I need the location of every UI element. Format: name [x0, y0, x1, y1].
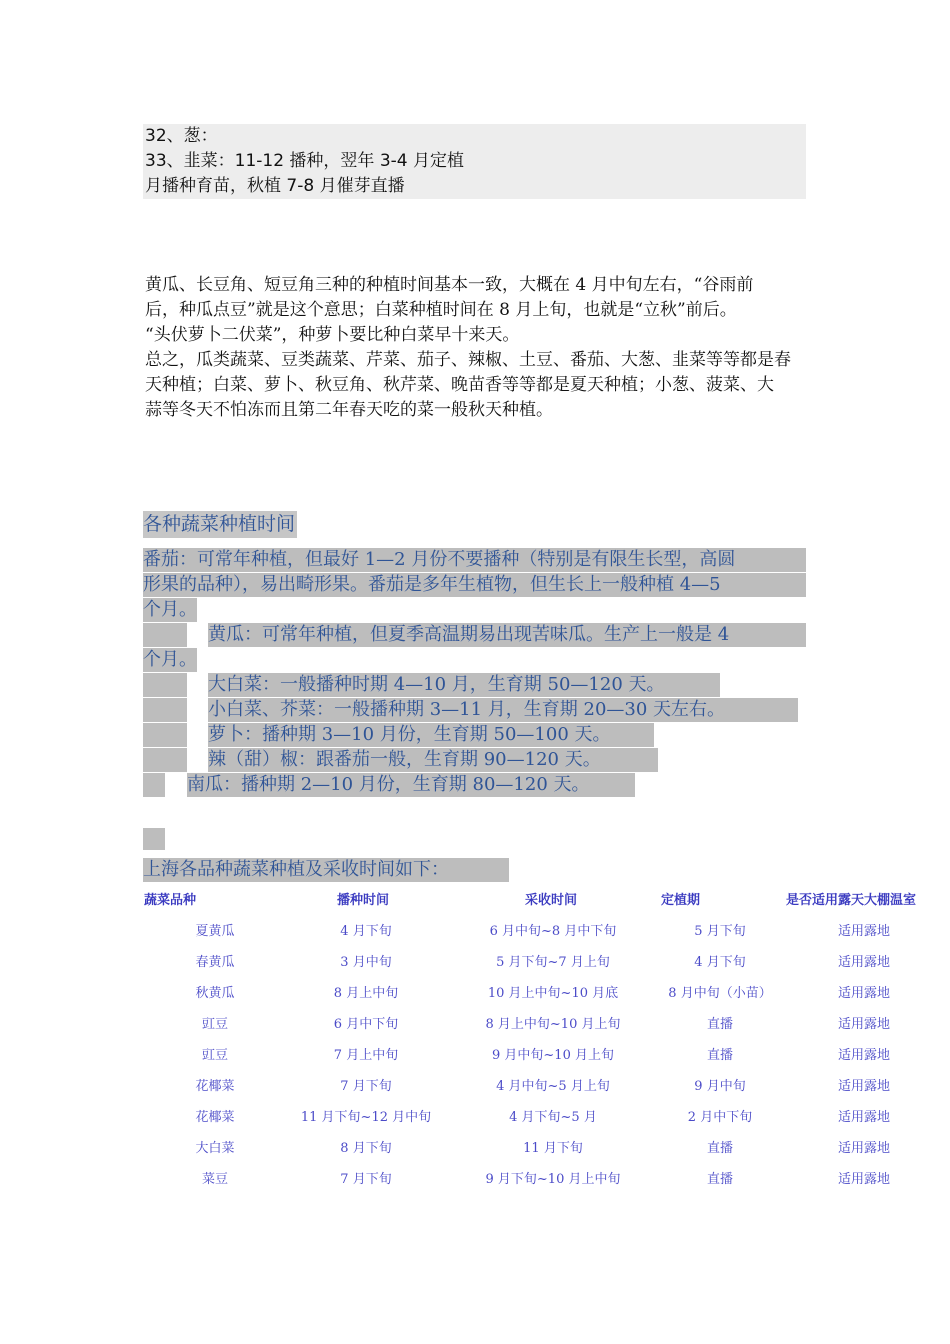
- table-cell: 11 月下旬~12 月中旬: [300, 1110, 432, 1125]
- paragraph-line: 天种植；白菜、萝卜、秋豆角、秋芹菜、晚苗香等等都是夏天种植；小葱、菠菜、大: [145, 375, 774, 395]
- table-cell: 适用露地: [837, 955, 890, 970]
- table-header: 蔬菜品种: [144, 893, 197, 908]
- paragraph-line: 后，种瓜点豆”就是这个意思；白菜种植时间在 8 月上旬，也就是“立秋”前后。: [145, 300, 737, 320]
- table-cell: 8 月中旬（小苗）: [668, 986, 772, 1001]
- table-cell: 7 月上中旬: [333, 1048, 399, 1063]
- table-cell: 5 月下旬~7 月上旬: [496, 955, 610, 970]
- table-cell: 7 月下旬: [340, 1079, 392, 1094]
- paragraph-line: “头伏萝卜二伏菜”，种萝卜要比种白菜早十来天。: [145, 325, 520, 345]
- table-cell: 适用露地: [837, 1172, 890, 1187]
- note-box: [143, 124, 806, 199]
- table-cell: 6 月中旬~8 月中下旬: [489, 924, 617, 939]
- table-cell: 春黄瓜: [195, 955, 235, 970]
- table-header: 是否适用露天大棚温室: [786, 893, 917, 908]
- table-cell: 适用露地: [837, 1079, 890, 1094]
- table-cell: 2 月中下旬: [687, 1110, 753, 1125]
- paragraph-line: 蒜等冬天不怕冻而且第二年春天吃的菜一般秋天种植。: [145, 400, 553, 420]
- table-cell: 直播: [706, 1172, 733, 1187]
- section-line: 形果的品种），易出畸形果。番茄是多年生植物，但生长上一般种植 4—5: [143, 573, 806, 597]
- table-cell: 花椰菜: [195, 1110, 235, 1125]
- indent-block: [143, 623, 187, 647]
- table-cell: 适用露地: [837, 1017, 890, 1032]
- indent-block: [143, 723, 187, 747]
- table-cell: 适用露地: [837, 924, 890, 939]
- table-cell: 豇豆: [201, 1048, 228, 1063]
- section-line: 大白菜：一般播种时期 4—10 月，生育期 50—120 天。: [208, 673, 720, 697]
- table-cell: 适用露地: [837, 1141, 890, 1156]
- indent-block: [143, 673, 187, 697]
- table-cell: 4 月下旬: [694, 955, 746, 970]
- table-cell: 直播: [706, 1048, 733, 1063]
- table-cell: 豇豆: [201, 1017, 228, 1032]
- indent-block: [143, 748, 187, 772]
- table-cell: 适用露地: [837, 1110, 890, 1125]
- table-cell: 5 月下旬: [694, 924, 746, 939]
- section-line: 黄瓜：可常年种植，但夏季高温期易出现苦味瓜。生产上一般是 4: [208, 623, 806, 647]
- section-line: 南瓜：播种期 2—10 月份，生育期 80—120 天。: [187, 773, 635, 797]
- table-cell: 8 月上中旬~10 月上旬: [485, 1017, 621, 1032]
- note-line: 32、葱：: [145, 126, 218, 146]
- note-line: 月播种育苗，秋植 7-8 月催芽直播: [145, 176, 405, 196]
- section-line: 小白菜、芥菜：一般播种期 3—11 月，生育期 20—30 天左右。: [208, 698, 798, 722]
- table-cell: 直播: [706, 1141, 733, 1156]
- table-cell: 9 月下旬~10 月上中旬: [485, 1172, 621, 1187]
- paragraph-line: 总之，瓜类蔬菜、豆类蔬菜、芹菜、茄子、辣椒、土豆、番茄、大葱、韭菜等等都是春: [145, 350, 791, 370]
- table-cell: 6 月中下旬: [333, 1017, 399, 1032]
- indent-block: [143, 828, 165, 850]
- section-line: 个月。: [143, 649, 197, 670]
- table-cell: 3 月中旬: [340, 955, 392, 970]
- indent-block: [143, 698, 187, 722]
- table-header: 播种时间: [337, 893, 390, 908]
- table-cell: 夏黄瓜: [195, 924, 235, 939]
- section-line: 个月。: [143, 599, 197, 620]
- table-title: 上海各品种蔬菜种植及采收时间如下：: [143, 858, 509, 882]
- table-cell: 8 月下旬: [340, 1141, 392, 1156]
- section-heading: 各种蔬菜种植时间: [143, 511, 297, 538]
- table-cell: 4 月下旬: [340, 924, 392, 939]
- note-line: 33、韭菜：11-12 播种，翌年 3-4 月定植: [145, 151, 465, 171]
- paragraph-line: 黄瓜、长豆角、短豆角三种的种植时间基本一致，大概在 4 月中旬左右，“谷雨前: [145, 275, 754, 295]
- table-cell: 大白菜: [195, 1141, 235, 1156]
- table-cell: 菜豆: [201, 1172, 228, 1187]
- table-cell: 4 月下旬~5 月: [509, 1110, 597, 1125]
- table-header: 定植期: [661, 893, 701, 908]
- section-line: 辣（甜）椒：跟番茄一般，生育期 90—120 天。: [208, 748, 658, 772]
- table-cell: 花椰菜: [195, 1079, 235, 1094]
- table-cell: 适用露地: [837, 986, 890, 1001]
- indent-block: [143, 773, 165, 797]
- table-cell: 7 月下旬: [340, 1172, 392, 1187]
- table-cell: 11 月下旬: [523, 1141, 583, 1156]
- table-cell: 直播: [706, 1017, 733, 1032]
- table-cell: 秋黄瓜: [195, 986, 235, 1001]
- table-cell: 9 月中旬~10 月上旬: [492, 1048, 614, 1063]
- table-cell: 10 月上中旬~10 月底: [487, 986, 619, 1001]
- table-cell: 4 月中旬~5 月上旬: [496, 1079, 610, 1094]
- table-header: 采收时间: [525, 893, 578, 908]
- table-cell: 9 月中旬: [694, 1079, 746, 1094]
- section-line: 萝卜：播种期 3—10 月份，生育期 50—100 天。: [208, 723, 654, 747]
- section-line: 番茄：可常年种植，但最好 1—2 月份不要播种（特别是有限生长型，高圆: [143, 548, 806, 572]
- table-cell: 8 月上中旬: [333, 986, 399, 1001]
- table-cell: 适用露地: [837, 1048, 890, 1063]
